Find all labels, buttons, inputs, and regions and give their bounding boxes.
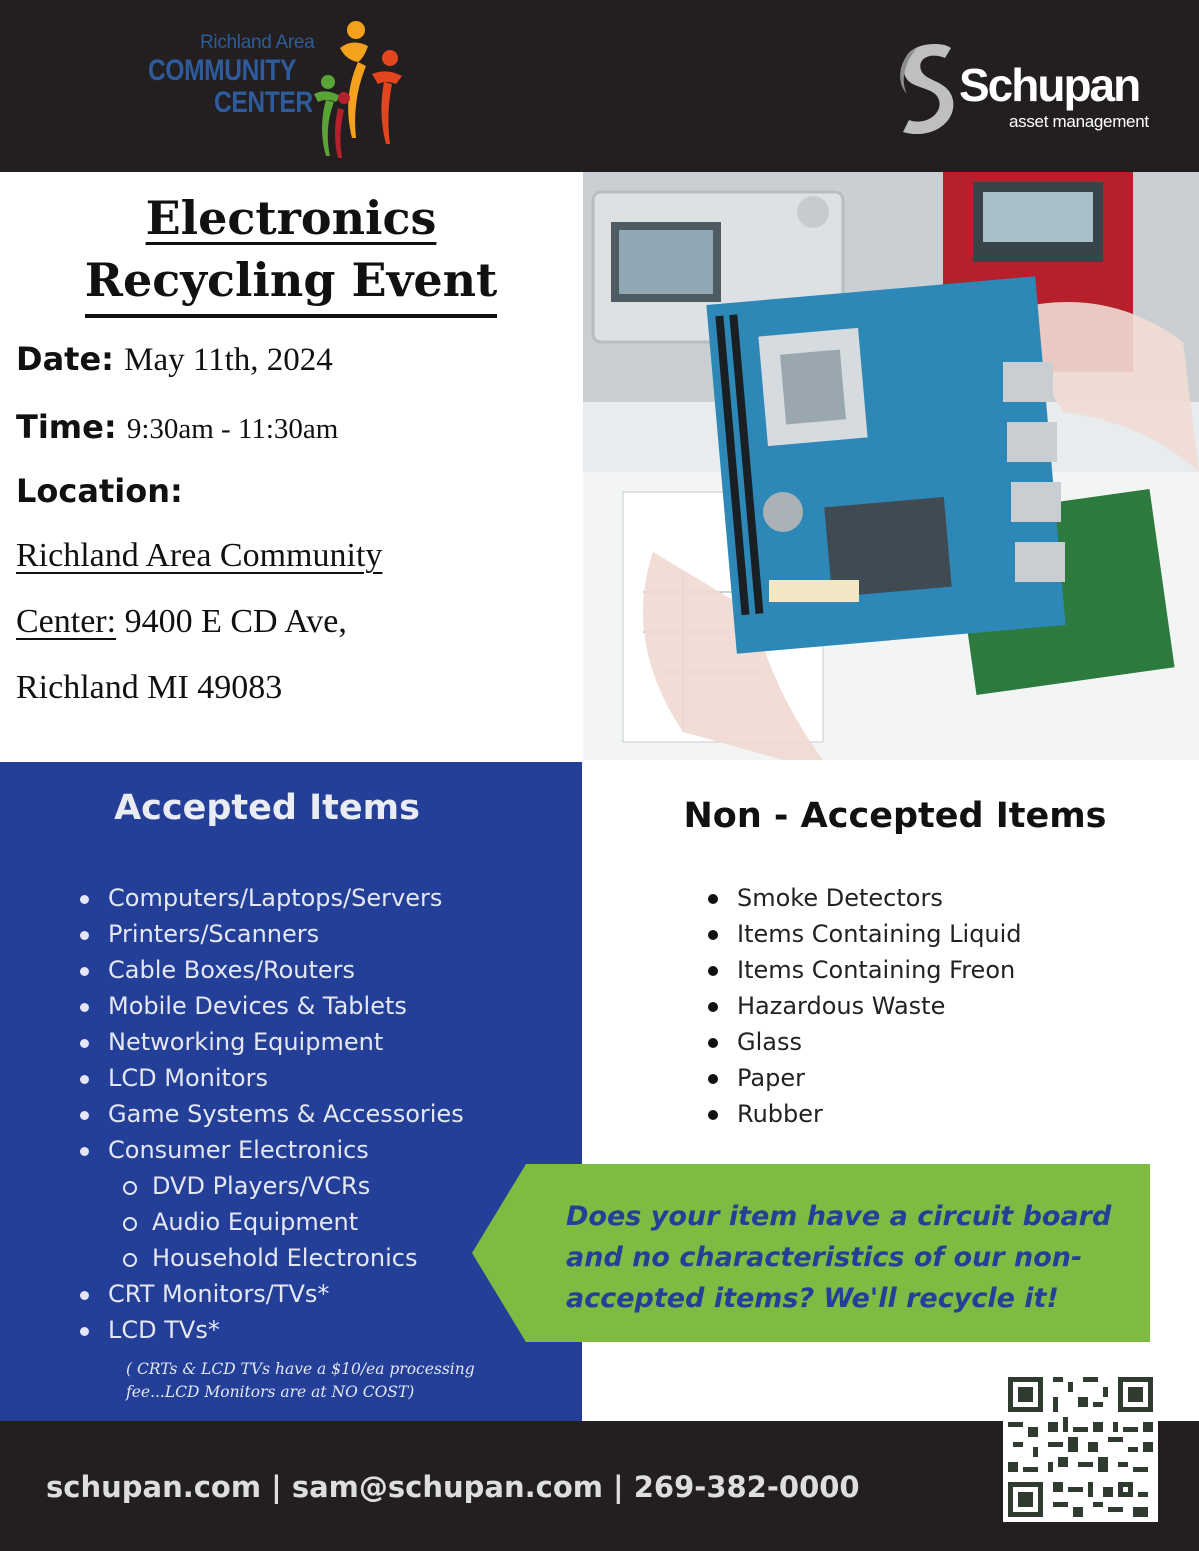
list-item: Paper	[706, 1060, 1022, 1096]
address-line-2	[16, 602, 347, 641]
schupan-tagline: asset management	[1009, 112, 1149, 131]
qr-code[interactable]	[1003, 1372, 1158, 1522]
list-item: Cable Boxes/Routers	[78, 952, 464, 988]
motherboard-photo	[583, 172, 1199, 760]
sub-list-item: DVD Players/VCRs	[78, 1168, 464, 1204]
logo-line-community: COMMUNITY	[148, 54, 296, 87]
address-street: 9400 E CD Ave,	[116, 603, 347, 640]
title-line-2: Recycling Event	[85, 248, 498, 318]
address-line-3: Richland MI 49083	[16, 669, 283, 706]
list-item: Consumer Electronics	[78, 1132, 464, 1168]
motherboard-image	[583, 172, 1199, 760]
callout-text: Does your item have a circuit board and no characteristics of our non- accepted items? We'll recycle it!	[566, 1201, 1112, 1314]
list-item: Smoke Detectors	[706, 880, 1022, 916]
address-line-1: Richland Area Community	[16, 537, 383, 574]
accepted-items-title: Accepted Items	[114, 788, 420, 828]
logo-line-richland-area: Richland Area	[200, 32, 315, 53]
list-item: Game Systems & Accessories	[78, 1096, 464, 1132]
address-center-label: Center:	[16, 603, 117, 640]
list-item: Rubber	[706, 1096, 1022, 1132]
date-value: May 11th, 2024	[124, 342, 333, 378]
time-row	[16, 408, 338, 446]
schupan-logo	[895, 42, 1175, 137]
location-label: Location:	[16, 472, 183, 510]
list-item: Glass	[706, 1024, 1022, 1060]
event-title	[0, 188, 582, 318]
date-label: Date:	[16, 340, 114, 378]
list-item: Printers/Scanners	[78, 916, 464, 952]
list-item: LCD TVs*	[78, 1312, 464, 1348]
people-figures-icon	[312, 18, 412, 160]
location-row	[16, 472, 183, 510]
list-item: Hazardous Waste	[706, 988, 1022, 1024]
footer-contact: schupan.com | sam@schupan.com | 269-382-0000	[46, 1470, 860, 1504]
non-accepted-items-list	[706, 880, 1022, 1132]
schupan-wordmark: Schupan	[959, 59, 1140, 111]
accepted-items-list	[78, 880, 464, 1348]
time-value: 9:30am - 11:30am	[126, 413, 339, 445]
list-item: Computers/Laptops/Servers	[78, 880, 464, 916]
list-item: Networking Equipment	[78, 1024, 464, 1060]
processing-fee-note: ( CRTs & LCD TVs have a $10/ea processing fee...LCD Monitors are at NO COST)	[126, 1360, 475, 1401]
list-item: LCD Monitors	[78, 1060, 464, 1096]
list-item: CRT Monitors/TVs*	[78, 1276, 464, 1312]
list-item: Items Containing Freon	[706, 952, 1022, 988]
list-item: Mobile Devices & Tablets	[78, 988, 464, 1024]
schupan-swirl-icon	[895, 42, 961, 134]
date-row	[16, 340, 333, 379]
title-line-1: Electronics	[145, 191, 437, 245]
qr-code-icon	[1003, 1372, 1158, 1522]
sub-list-item: Household Electronics	[78, 1240, 464, 1276]
time-label: Time:	[16, 408, 117, 446]
logo-line-center: CENTER	[214, 86, 313, 119]
sub-list-item: Audio Equipment	[78, 1204, 464, 1240]
non-accepted-items-title: Non - Accepted Items	[683, 796, 1107, 836]
list-item: Items Containing Liquid	[706, 916, 1022, 952]
